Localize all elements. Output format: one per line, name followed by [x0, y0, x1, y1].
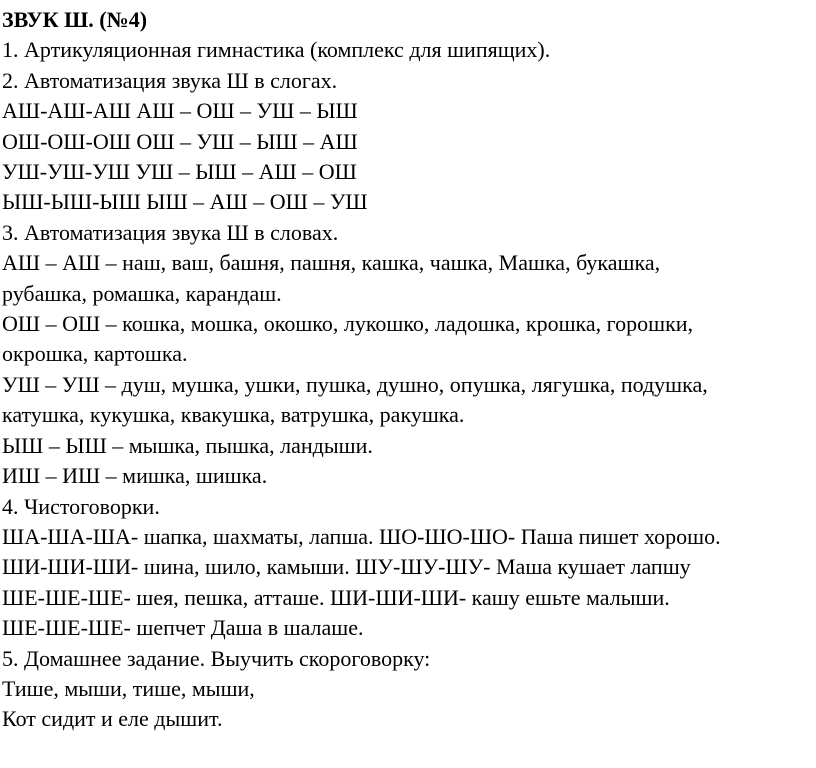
twister-line-2: ШИ-ШИ-ШИ- шина, шило, камыши. ШУ-ШУ-ШУ- Маша кушает лапшу — [2, 554, 691, 580]
item-3-words-heading: 3. Автоматизация звука Ш в словах. — [2, 219, 339, 245]
document-title: ЗВУК Ш. (№4) — [2, 7, 148, 32]
words-ish-line: ИШ – ИШ – мишка, шишка. — [2, 463, 268, 489]
words-ush-line-2: катушка, кукушка, квакушка, ватрушка, ракушка. — [2, 402, 465, 428]
twister-line-4: ШЕ-ШЕ-ШЕ- шепчет Даша в шалаше. — [2, 615, 364, 641]
syllable-row-ysh: ЫШ-ЫШ-ЫШ ЫШ – АШ – ОШ – УШ — [2, 189, 368, 215]
poem-line-1: Тише, мыши, тише, мыши, — [2, 675, 255, 701]
syllable-row-ash: АШ-АШ-АШ АШ – ОШ – УШ – ЫШ — [2, 98, 358, 124]
words-ush-line-1: УШ – УШ – душ, мушка, ушки, пушка, душно, опушка, лягушка, подушка, — [2, 371, 708, 397]
words-osh-line-1: ОШ – ОШ – кошка, мошка, окошко, лукошко, ладошка, крошка, горошки, — [2, 311, 694, 337]
twister-line-3: ШЕ-ШЕ-ШЕ- шея, пешка, атташе. ШИ-ШИ-ШИ- кашу ешьте малыши. — [2, 584, 670, 610]
item-1-articulation: 1. Артикуляционная гимнастика (комплекс для шипящих). — [2, 37, 551, 63]
words-ysh-line: ЫШ – ЫШ – мышка, пышка, ландыши. — [2, 432, 373, 458]
syllable-row-osh: ОШ-ОШ-ОШ ОШ – УШ – ЫШ – АШ — [2, 128, 358, 154]
poem-line-2: Кот сидит и еле дышит. — [2, 706, 223, 732]
item-2-syllables-heading: 2. Автоматизация звука Ш в слогах. — [2, 67, 338, 93]
syllable-row-ush: УШ-УШ-УШ УШ – ЫШ – АШ – ОШ — [2, 159, 357, 185]
item-5-homework-heading: 5. Домашнее задание. Выучить скороговорку: — [2, 645, 431, 671]
document-body — [2, 5, 812, 735]
words-ash-line-2: рубашка, ромашка, карандаш. — [2, 280, 282, 306]
words-osh-line-2: окрошка, картошка. — [2, 341, 188, 367]
words-ash-line-1: АШ – АШ – наш, ваш, башня, пашня, кашка, чашка, Машка, букашка, — [2, 250, 661, 276]
twister-line-1: ША-ША-ША- шапка, шахматы, лапша. ШО-ШО-ШО- Паша пишет хорошо. — [2, 523, 721, 549]
item-4-tongue-twisters-heading: 4. Чистоговорки. — [2, 493, 160, 519]
